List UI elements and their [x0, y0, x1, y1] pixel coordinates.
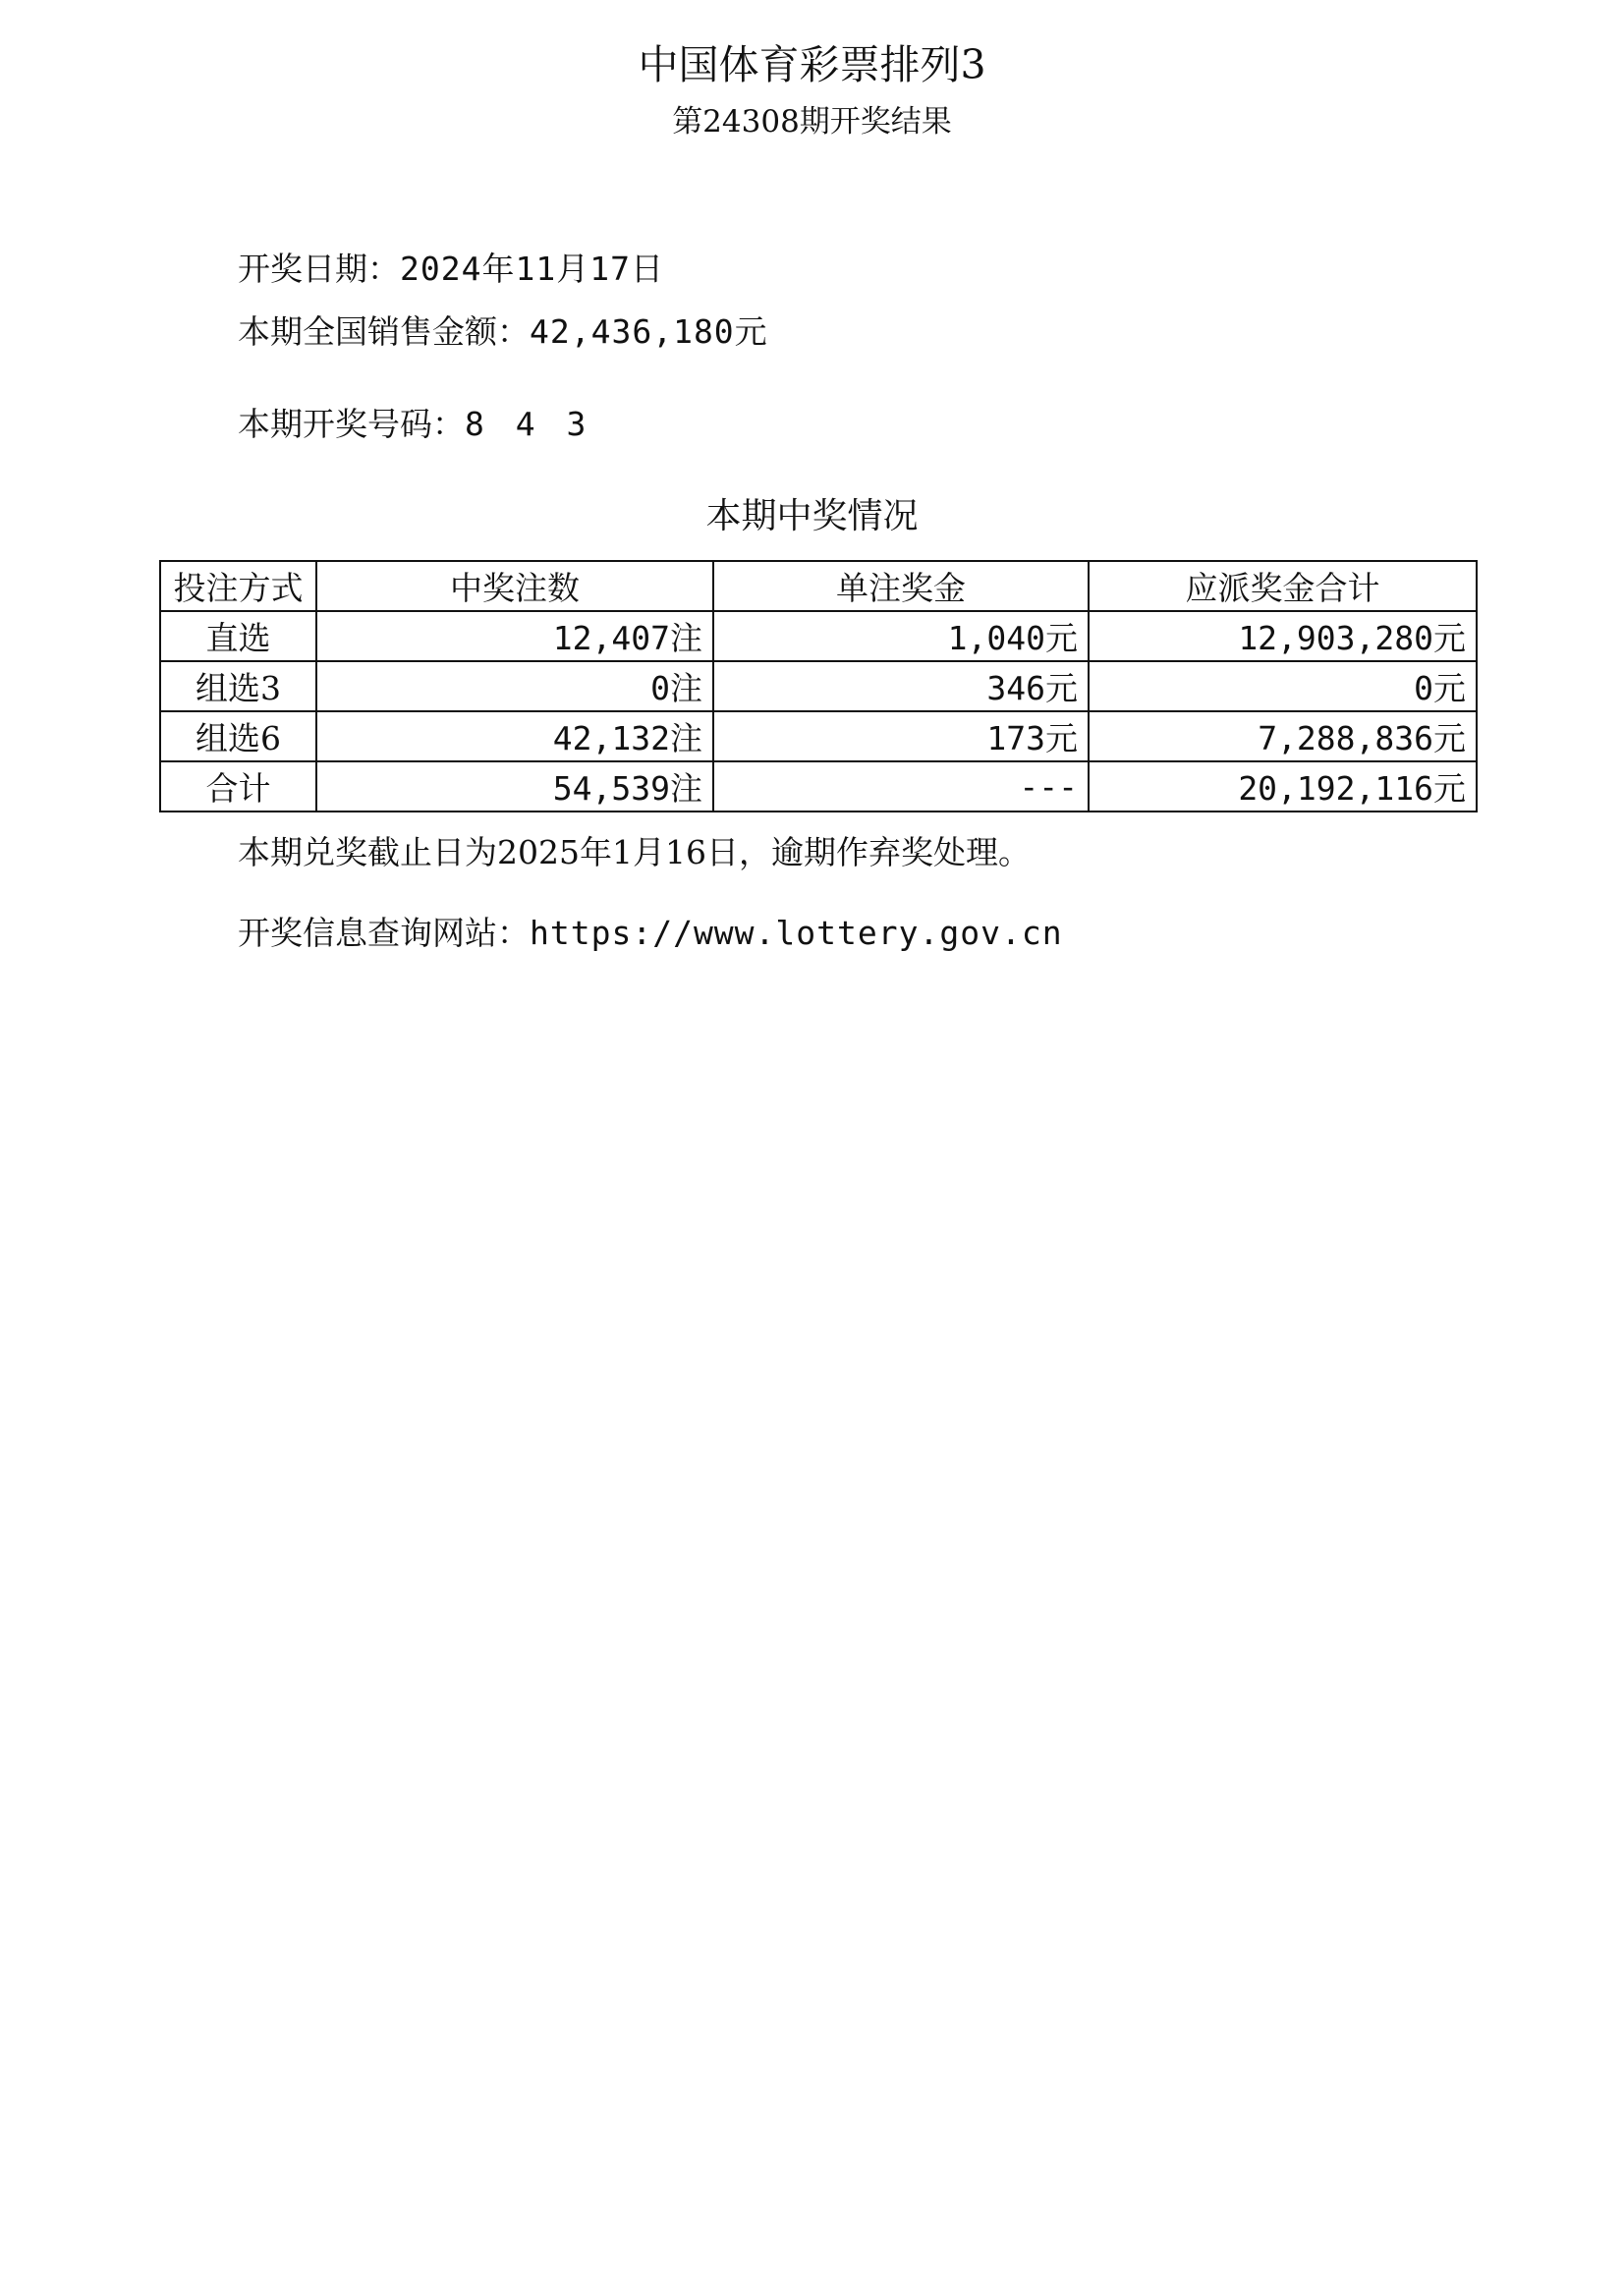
bet-type-cell: 组选6 — [160, 711, 316, 761]
sales-amount-label: 本期全国销售金额： — [238, 312, 530, 351]
win-count-unit: 注 — [670, 769, 702, 808]
winning-numbers-line — [238, 403, 591, 446]
unit-prize-unit: 元 — [1045, 619, 1078, 657]
win-count-cell — [316, 611, 713, 661]
total-prize-cell — [1089, 661, 1477, 711]
website-link[interactable]: https://www.lottery.gov.cn — [530, 914, 1063, 952]
unit-prize-cell — [713, 661, 1089, 711]
column-header-win-count: 中奖注数 — [316, 561, 713, 611]
page-title: 中国体育彩票排列3 — [638, 41, 986, 88]
winning-numbers-value: 8 4 3 — [465, 405, 592, 443]
unit-prize-cell — [713, 611, 1089, 661]
column-header-total-prize: 应派奖金合计 — [1089, 561, 1477, 611]
win-count-value: 42,132 — [552, 719, 670, 757]
prize-table — [159, 560, 1478, 812]
unit-prize-unit: 元 — [1045, 669, 1078, 707]
total-prize-unit: 元 — [1433, 619, 1466, 657]
bet-type-cell: 合计 — [160, 761, 316, 812]
table-row-total — [160, 761, 1477, 812]
draw-number-subtitle: 第24308期开奖结果 — [672, 104, 952, 140]
total-prize-value: 12,903,280 — [1238, 619, 1433, 657]
draw-date-line — [238, 248, 664, 291]
sales-amount-value: 42,436,180元 — [530, 312, 768, 351]
prize-table-header-row — [160, 561, 1477, 611]
unit-prize-unit: 元 — [1045, 719, 1078, 757]
win-count-value: 12,407 — [552, 619, 670, 657]
total-prize-unit: 元 — [1433, 669, 1466, 707]
table-row — [160, 711, 1477, 761]
table-row — [160, 611, 1477, 661]
unit-prize-value: 173 — [986, 719, 1045, 757]
win-count-value: 0 — [650, 669, 670, 707]
unit-prize-value: --- — [1019, 767, 1078, 806]
unit-prize-value: 346 — [986, 669, 1045, 707]
sales-amount-line — [238, 310, 768, 354]
bet-type-cell: 直选 — [160, 611, 316, 661]
bet-type-cell: 组选3 — [160, 661, 316, 711]
total-prize-unit: 元 — [1433, 769, 1466, 808]
draw-date-value: 2024年11月17日 — [400, 250, 664, 288]
total-prize-unit: 元 — [1433, 719, 1466, 757]
total-prize-value: 7,288,836 — [1258, 719, 1433, 757]
unit-prize-cell — [713, 711, 1089, 761]
total-prize-cell — [1089, 611, 1477, 661]
total-prize-cell — [1089, 761, 1477, 812]
win-count-unit: 注 — [670, 669, 702, 707]
win-count-cell — [316, 761, 713, 812]
website-line — [238, 912, 1063, 955]
win-count-cell — [316, 711, 713, 761]
total-prize-value: 20,192,116 — [1238, 769, 1433, 808]
prize-deadline-notice: 本期兑奖截止日为2025年1月16日，逾期作弃奖处理。 — [238, 833, 1031, 871]
website-label: 开奖信息查询网站： — [238, 914, 530, 952]
win-count-unit: 注 — [670, 619, 702, 657]
win-count-unit: 注 — [670, 719, 702, 757]
column-header-unit-prize: 单注奖金 — [713, 561, 1089, 611]
total-prize-value: 0 — [1414, 669, 1433, 707]
prize-table-caption: 本期中奖情况 — [705, 496, 919, 536]
unit-prize-cell — [713, 761, 1089, 812]
draw-date-label: 开奖日期： — [238, 250, 400, 288]
table-row — [160, 661, 1477, 711]
win-count-cell — [316, 661, 713, 711]
winning-numbers-label: 本期开奖号码： — [238, 405, 465, 443]
win-count-value: 54,539 — [552, 769, 670, 808]
column-header-bet-type: 投注方式 — [160, 561, 316, 611]
total-prize-cell — [1089, 711, 1477, 761]
unit-prize-value: 1,040 — [947, 619, 1045, 657]
